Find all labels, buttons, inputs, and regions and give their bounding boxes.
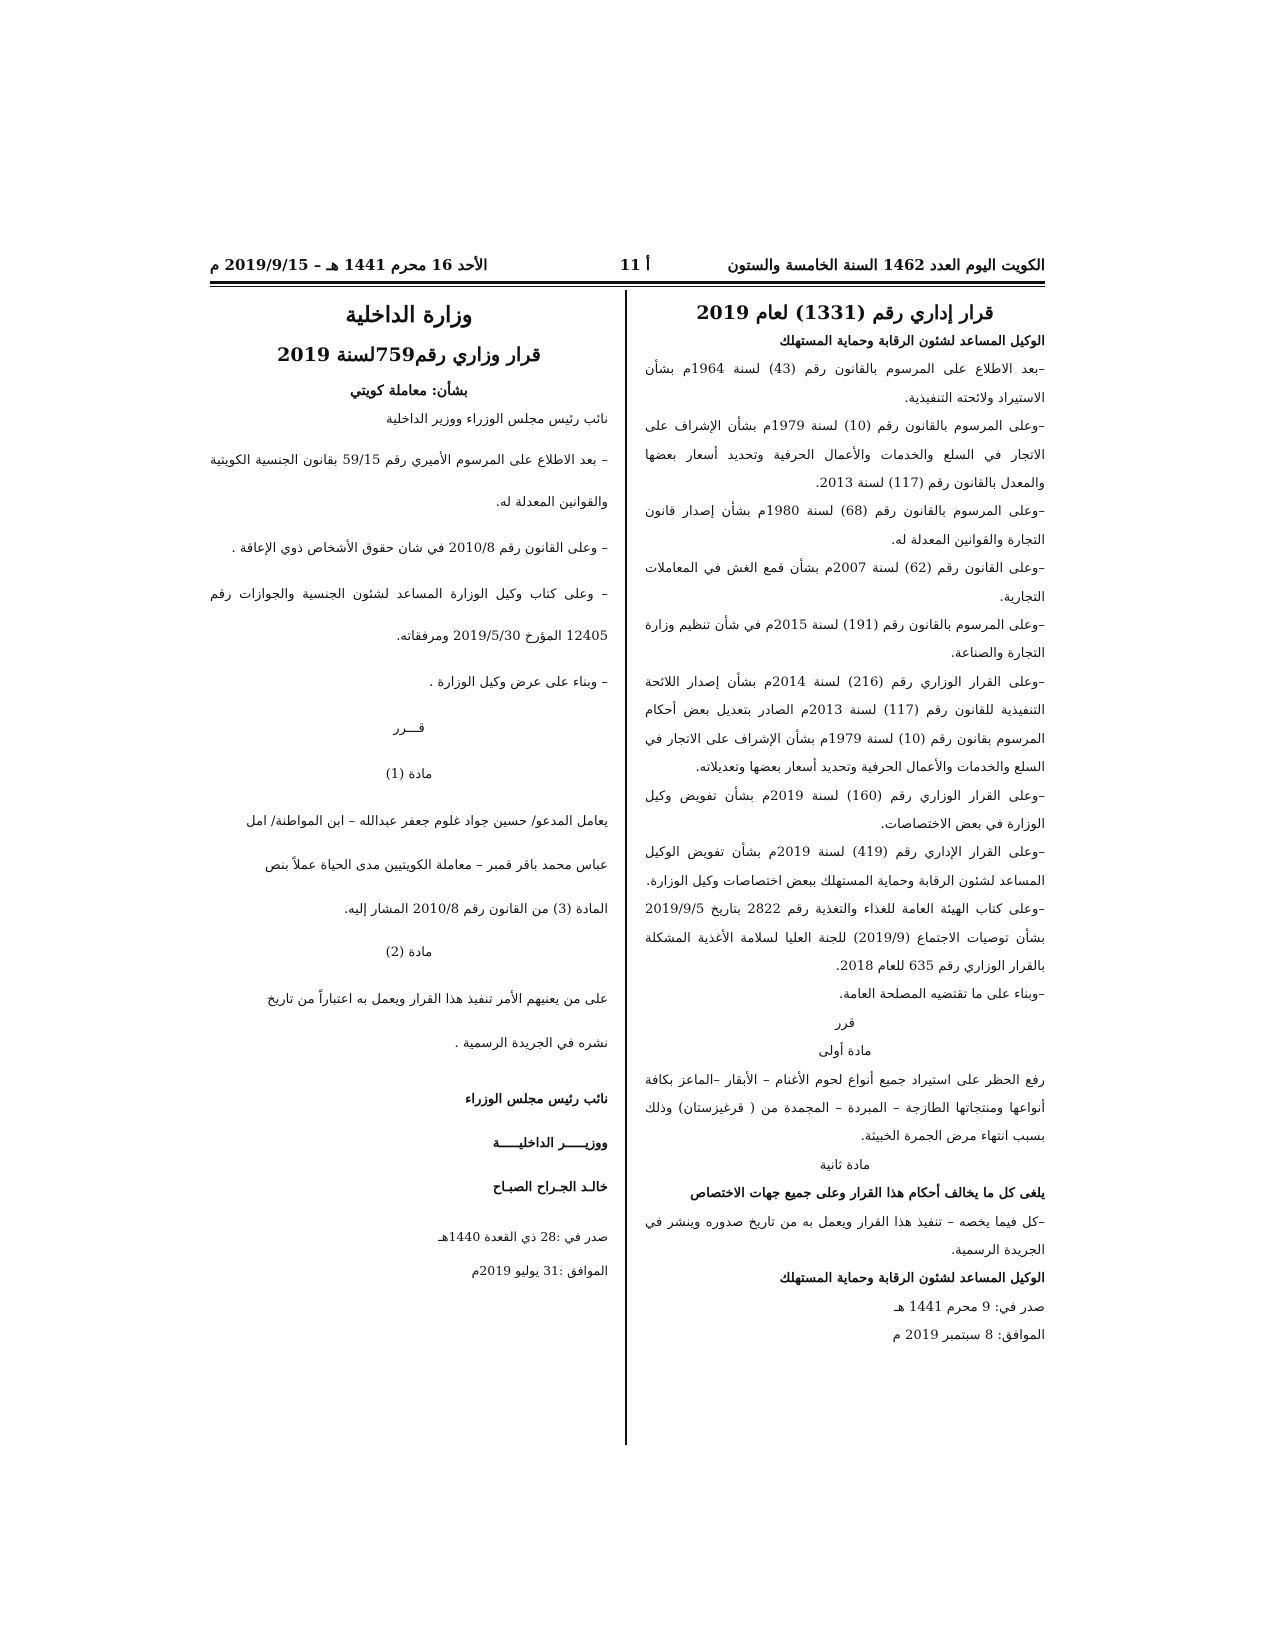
issued-date: صدر في: 9 محرم 1441 هـ bbox=[894, 1299, 1045, 1315]
recital: – بعد الاطلاع على المرسوم الأميري رقم 59/15 بقانون الجنسية الكويتية والقوانين المعدلة له. bbox=[210, 453, 609, 510]
recital: –بعد الاطلاع على المرسوم بالقانون رقم (43) لسنة 1964م بشأن الاستيراد ولائحته التنفيذية. bbox=[645, 362, 1045, 406]
decision-issuer: الوكيل المساعد لشئون الرقابة وحماية المستهلك bbox=[779, 334, 1045, 349]
signatory-name: خالـد الجـراح الصبـاح bbox=[492, 1180, 608, 1195]
article-1-line: يعامل المدعو/ حسين جواد غلوم جعفر عبدالله – ابن المواطنة/ امل bbox=[246, 814, 608, 829]
article-2-first-line: يلغى كل ما يخالف أحكام هذا القرار وعلى جميع جهات الاختصاص bbox=[690, 1186, 1045, 1202]
page-header bbox=[210, 250, 1045, 280]
article-2-line: نشره في الجريدة الرسمية . bbox=[454, 1036, 608, 1051]
article-1-line: المادة (3) من القانون رقم 2010/8 المشار إليه. bbox=[343, 902, 608, 917]
issued-date: صدر في :28 ذي القعدة 1440هـ bbox=[438, 1229, 608, 1244]
signatory-ministry: ووزيـــــر الداخليـــــة bbox=[492, 1136, 608, 1151]
decided-heading: قـــرر bbox=[393, 721, 425, 736]
ministry-heading: وزارة الداخلية bbox=[345, 302, 473, 328]
decision-issuer: نائب رئيس مجلس الوزراء ووزير الداخلية bbox=[386, 412, 608, 427]
article-1-title: مادة أولى bbox=[818, 1044, 872, 1060]
article-2-title: مادة ثانية bbox=[819, 1157, 871, 1173]
recital: –وعلى المرسوم بالقانون رقم (68) لسنة 1980م بشأن إصدار قانون التجارة والقوانين المعدلة له. bbox=[645, 504, 1045, 548]
header-rule-thin bbox=[210, 286, 1045, 287]
recital: – وبناء على عرض وكيل الوزارة . bbox=[429, 675, 608, 690]
header-page-number: أ 11 bbox=[619, 256, 650, 274]
recital: –وعلى القرار الوزاري رقم (160) لسنة 2019م بشأن تفويض وكيل الوزارة في بعض الاختصاصات. bbox=[645, 788, 1045, 832]
corresponding-date: الموافق: 8 سبتمبر 2019 م bbox=[892, 1328, 1045, 1344]
ministry-interior-column bbox=[210, 298, 608, 1288]
header-issue: الكويت اليوم العدد 1462 السنة الخامسة والستون bbox=[727, 256, 1045, 274]
ministerial-decision-title: قرار وزاري رقم759لسنة 2019 bbox=[277, 344, 541, 366]
signatory: الوكيل المساعد لشئون الرقابة وحماية المستهلك bbox=[779, 1271, 1045, 1287]
recital: – وعلى كتاب وكيل الوزارة المساعد لشئون الجنسية والجوازات رقم 12405 المؤرخ 2019/5/30 ومرفقاته. bbox=[210, 587, 608, 644]
newspaper-page bbox=[210, 250, 1045, 1450]
recital: –وعلى القرار الإداري رقم (419) لسنة 2019م بشأن تفويض الوكيل المساعد لشئون الرقابة وحماية المستهلك ببعض اختصاصات وكيل الوزارة. bbox=[645, 845, 1045, 889]
article-1-text: رفع الحظر على استيراد جميع أنواع لحوم الأغنام – الأبقار –الماعز بكافة أنواعها ومنتجاتها الطازجة – المبردة – المجمدة من ( قرغيزستان) وذلك بسبب انتهاء مرض الجمرة الخبيثة. bbox=[645, 1072, 1045, 1145]
corresponding-date: الموافق :31 يوليو 2019م bbox=[471, 1263, 608, 1278]
signatory-title: نائب رئيس مجلس الوزراء bbox=[465, 1092, 608, 1107]
article-1-title: مادة (1) bbox=[385, 767, 433, 782]
column-divider bbox=[625, 290, 627, 1445]
header-date: الأحد 16 محرم 1441 هـ – 2019/9/15 م bbox=[210, 256, 488, 274]
article-2-line: على من يعنيهم الأمر تنفيذ هذا القرار ويعمل به اعتباراً من تاريخ bbox=[267, 992, 608, 1007]
decision-title: قرار إداري رقم (1331) لعام 2019 bbox=[696, 302, 994, 324]
decision-subject: بشأن: معاملة كويتي bbox=[350, 383, 468, 399]
recital: –وعلى كتاب الهيئة العامة للغذاء والتغذية رقم 2822 بتاريخ 2019/9/5 بشأن توصيات الاجتماع (2019/9) للجنة العليا لسلامة الأغذية المشكلة بالقرار الوزاري رقم 635 للعام 2018. bbox=[645, 902, 1045, 974]
recital: – وعلى القانون رقم 2010/8 في شان حقوق الأشخاص ذوي الإعاقة . bbox=[231, 541, 608, 556]
recital: –وعلى المرسوم بالقانون رقم (10) لسنة 1979م بشأن الإشراف على الاتجار في السلع والخدمات والأعمال الحرفية وتحديد أسعار بعضها والمعدل بالقانون رقم (117) لسنة 2013. bbox=[645, 419, 1045, 492]
header-rule bbox=[210, 281, 1045, 284]
article-2-title: مادة (2) bbox=[385, 945, 433, 960]
recital: –وعلى المرسوم بالقانون رقم (191) لسنة 2015م في شأن تنظيم وزارة التجارة والصناعة. bbox=[645, 618, 1045, 662]
recital: –وبناء على ما تقتضيه المصلحة العامة. bbox=[839, 987, 1045, 1003]
article-2-text: –كل فيما يخصه – تنفيذ هذا القرار ويعمل به من تاريخ صدوره وينشر في الجريدة الرسمية. bbox=[645, 1214, 1045, 1258]
recital: –وعلى القانون رقم (62) لسنة 2007م بشأن قمع الغش في المعاملات التجارية. bbox=[645, 561, 1045, 605]
decided-heading: قرر bbox=[835, 1015, 855, 1031]
decision-1331-column bbox=[645, 298, 1045, 1351]
article-1-line: عباس محمد باقر قمبر – معاملة الكويتيين مدى الحياة عملاً بنص bbox=[265, 858, 608, 873]
recital: –وعلى القرار الوزاري رقم (216) لسنة 2014م بشأن إصدار اللائحة التنفيذية للقانون رقم (117) لسنة 2013م الصادر بتعديل بعض أحكام المرسوم بقانون رقم (10) لسنة 1979م بشأن الإشراف على الاتجار في السلع والخدمات والأعمال الحرفية وتحديد أسعار بعضها وتعديلاته. bbox=[645, 674, 1046, 776]
